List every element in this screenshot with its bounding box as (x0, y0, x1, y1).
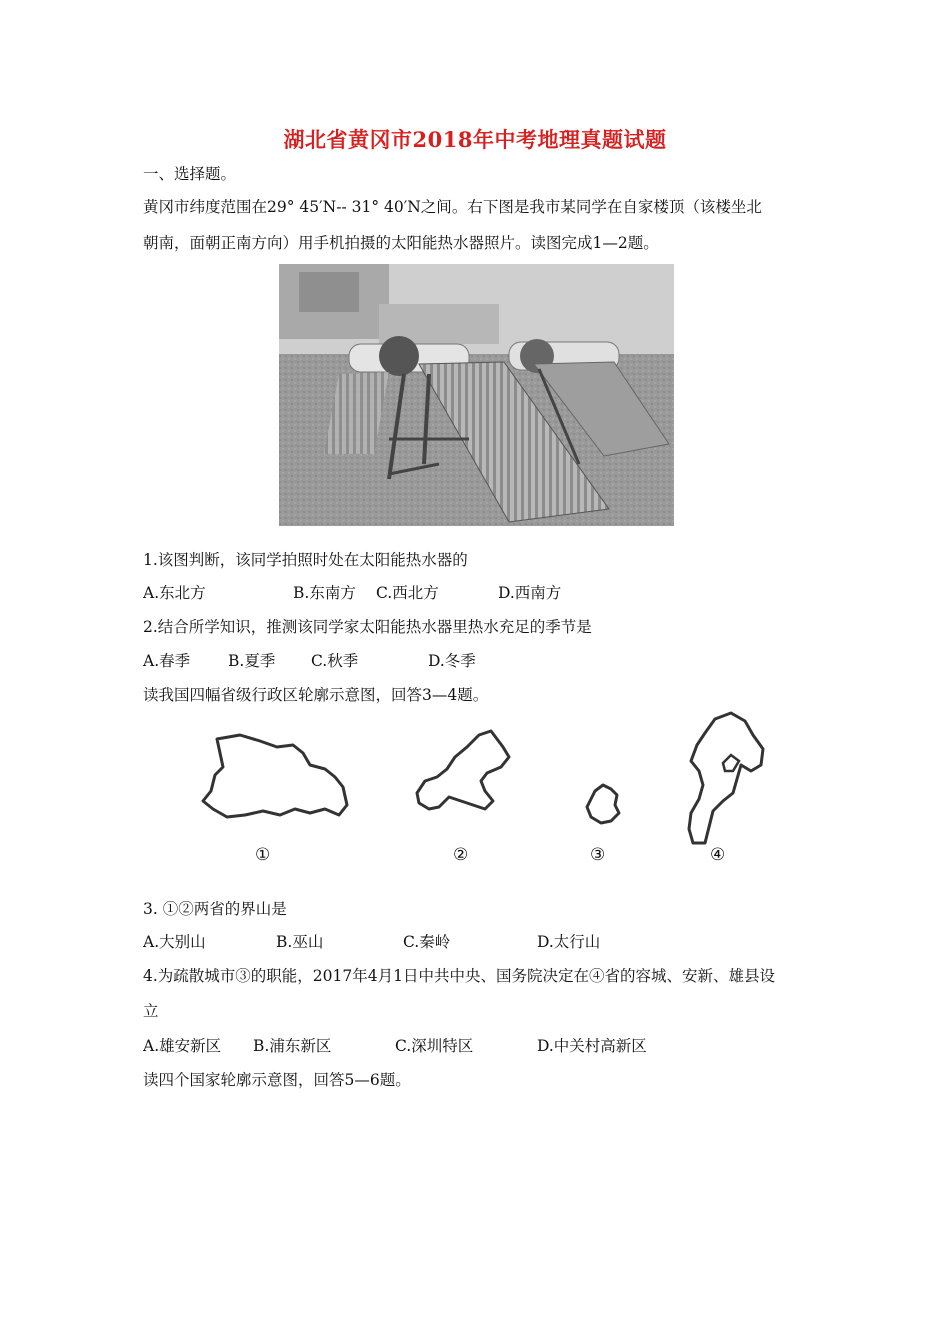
q3-option-a[interactable]: A.大别山 (143, 933, 206, 951)
q1-stem: 1.该图判断，该同学拍照时处在太阳能热水器的 (143, 551, 468, 569)
q4-option-b[interactable]: B.浦东新区 (253, 1037, 332, 1055)
solar-heater-photo (279, 264, 674, 526)
province-outline-4 (689, 713, 763, 843)
q1-option-c[interactable]: C.西北方 (376, 584, 439, 602)
province-outline-2 (417, 731, 509, 809)
q4-option-d[interactable]: D.中关村高新区 (537, 1037, 647, 1055)
map-label-1: ① (255, 845, 271, 865)
q4-option-c[interactable]: C.深圳特区 (395, 1037, 474, 1055)
q2-option-d[interactable]: D.冬季 (428, 652, 476, 670)
province-outline-3 (587, 785, 619, 823)
page-title: 湖北省黄冈市2018年中考地理真题试题 (283, 127, 667, 152)
q1-option-d[interactable]: D.西南方 (498, 584, 562, 602)
q2-option-c[interactable]: C.秋季 (311, 652, 359, 670)
section-heading: 一、选择题。 (143, 165, 237, 183)
q4-option-a[interactable]: A.雄安新区 (143, 1037, 222, 1055)
q3-option-c[interactable]: C.秦岭 (403, 933, 451, 951)
read-provinces-instruction: 读我国四幅省级行政区轮廓示意图，回答3—4题。 (143, 686, 489, 704)
read-countries-instruction: 读四个国家轮廓示意图，回答5—6题。 (143, 1071, 411, 1089)
q3-option-b[interactable]: B.巫山 (276, 933, 324, 951)
map-label-3: ③ (590, 845, 606, 865)
intro-line-2: 朝南，面朝正南方向）用手机拍摄的太阳能热水器照片。读图完成1—2题。 (143, 234, 659, 252)
q1-option-b[interactable]: B.东南方 (293, 584, 356, 602)
q3-option-d[interactable]: D.太行山 (537, 933, 601, 951)
map-label-4: ④ (710, 845, 726, 865)
q2-stem: 2.结合所学知识，推测该同学家太阳能热水器里热水充足的季节是 (143, 618, 592, 636)
q2-option-b[interactable]: B.夏季 (228, 652, 276, 670)
map-label-2: ② (453, 845, 469, 865)
province-outline-1 (203, 735, 347, 817)
intro-line-1: 黄冈市纬度范围在29° 45′N-- 31° 40′N之间。右下图是我市某同学在自家楼顶（该楼坐北 (143, 198, 762, 216)
q1-option-a[interactable]: A.东北方 (143, 584, 206, 602)
province-outline-maps (185, 705, 785, 875)
q4-stem-line-1: 4.为疏散城市③的职能，2017年4月1日中共中央、国务院决定在④省的容城、安新、雄县设 (143, 967, 775, 985)
q4-stem-line-2: 立 (143, 1002, 159, 1020)
q2-option-a[interactable]: A.春季 (143, 652, 191, 670)
q3-stem: 3. ①②两省的界山是 (143, 900, 287, 918)
